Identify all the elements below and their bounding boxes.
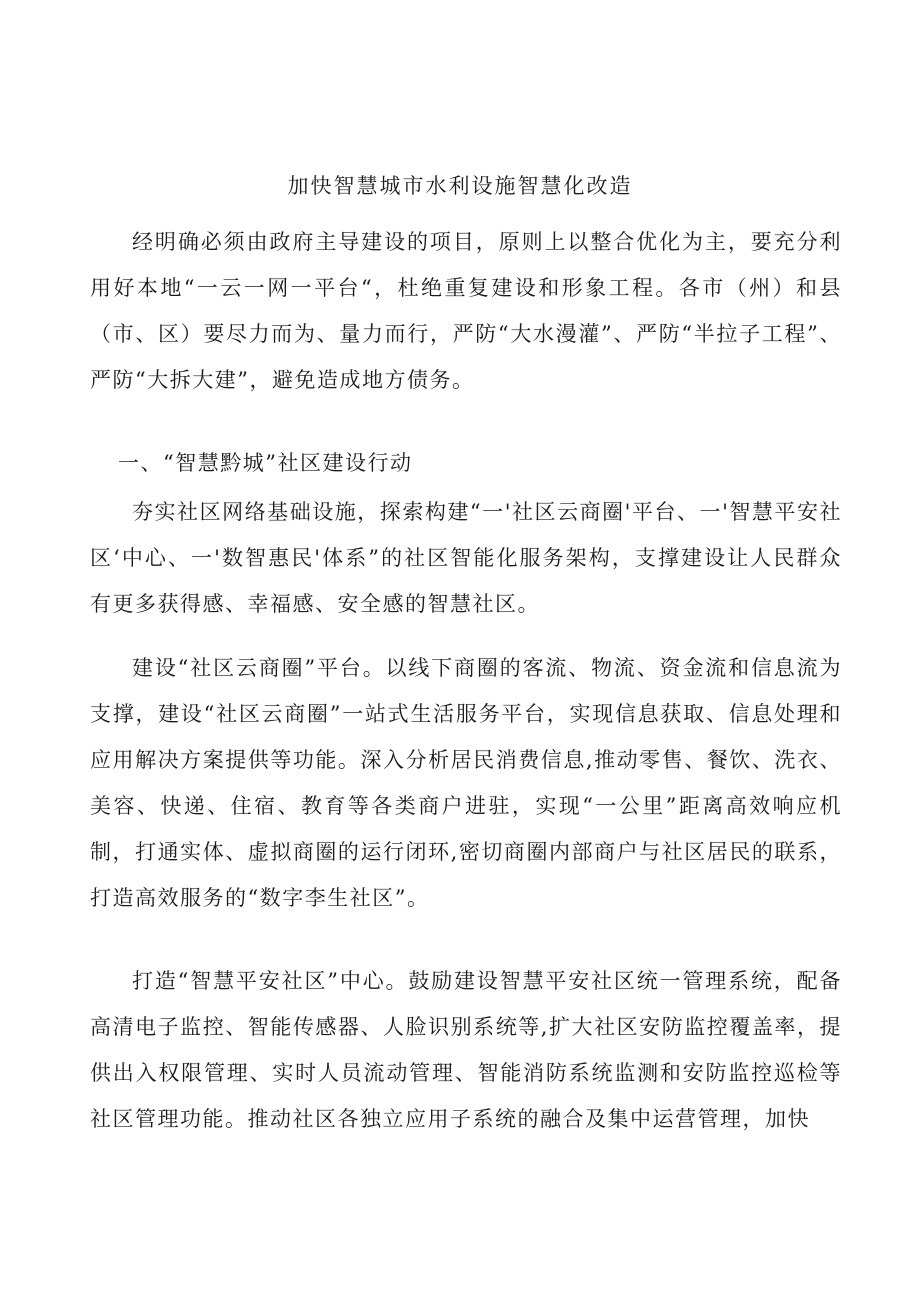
- paragraph-cloud-commerce: 建设“社区云商圈”平台。以线下商圈的客流、物流、资金流和信息流为支撑，建设“社区云商圈”一站式生活服务平台，实现信息获取、信息处理和应用解决方案提供等功能。深入分析居民消费信息,推动零售、餐饮、洗衣、美容、快递、住宿、教育等各类商户进驻，实现“一公里”距离高效响应机制，打通实体、虚拟商圈的运行闭环,密切商圈内部商户与社区居民的联系，打造高效服务的“数字李生社区”。: [90, 656, 842, 910]
- section-heading: 一、“智慧黔城”社区建设行动: [118, 451, 413, 475]
- paragraph-intro: 经明确必须由政府主导建设的项目，原则上以整合优化为主，要充分利用好本地“一云一网一平台“，杜绝重复建设和形象工程。各市（州）和县（市、区）要尽力而为、量力而行，严防“大水漫灌”、严防“半拉子工程”、严防“大拆大建”，避免造成地方债务。: [90, 230, 842, 392]
- paragraph-safe-community: 打造“智慧平安社区”中心。鼓励建设智慧平安社区统一管理系统，配备高清电子监控、智能传感器、人脸识别系统等,扩大社区安防监控覆盖率，提供出入权限管理、实时人员流动管理、智能消防系统监测和安防监控巡检等社区管理功能。推动社区各独立应用子系统的融合及集中运营管理，加快: [90, 969, 842, 1131]
- document-title: 加快智慧城市水利设施智慧化改造: [287, 174, 633, 198]
- paragraph-infrastructure: 夯实社区网络基础设施，探索构建“一'社区云商圈'平台、一'智慧平安社区‘中心、一'数智惠民'体系”的社区智能化服务架构，支撑建设让人民群众有更多获得感、幸福感、安全感的智慧社区。: [90, 500, 842, 616]
